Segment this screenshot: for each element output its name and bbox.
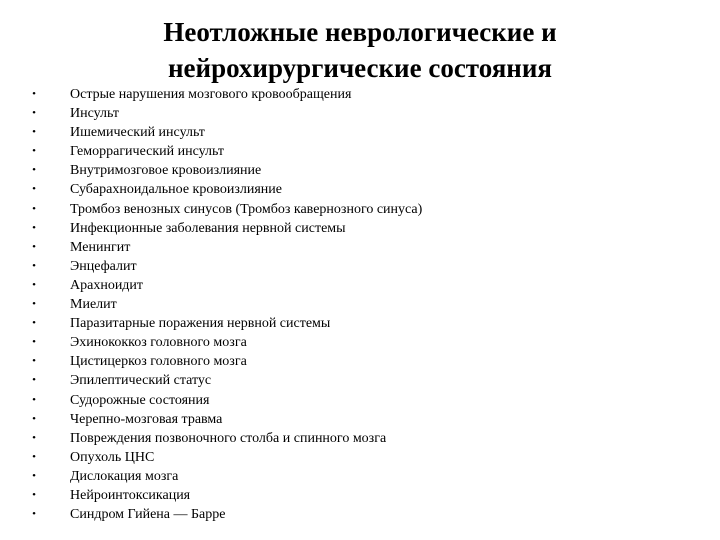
slide-title-line-1: Неотложные неврологические и: [163, 17, 557, 47]
list-item-text: Синдром Гийена — Барре: [70, 507, 226, 523]
bullet-icon: •: [32, 259, 36, 272]
bullet-icon: •: [32, 240, 36, 253]
list-item-text: Опухоль ЦНС: [70, 449, 155, 465]
list-item-text: Менингит: [70, 239, 131, 255]
bullet-icon: •: [32, 508, 36, 521]
list-item-text: Повреждения позвоночного столба и спинного мозга: [70, 430, 387, 446]
bullet-icon: •: [32, 355, 36, 368]
list-item-text: Субарахноидальное кровоизлияние: [70, 182, 283, 198]
bullet-icon: •: [32, 450, 36, 463]
bullet-icon: •: [32, 469, 36, 482]
bullet-icon: •: [32, 298, 36, 311]
bullet-icon: •: [32, 488, 36, 501]
list-item-text: Инсульт: [70, 106, 119, 122]
slide-title-line-2: нейрохирургические состояния: [167, 53, 553, 83]
list-item-text: Ишемический инсульт: [70, 125, 205, 141]
bullet-icon: •: [32, 88, 36, 100]
bullet-icon: •: [32, 221, 36, 234]
list-item-text: Арахноидит: [70, 277, 144, 293]
bullet-icon: •: [32, 107, 36, 120]
bullet-icon: •: [32, 431, 36, 444]
slide-title: [100, 14, 620, 86]
bullet-icon: •: [32, 336, 36, 349]
list-item-text: Цистицеркоз головного мозга: [70, 354, 247, 370]
list-item-text: Внутримозговое кровоизлияние: [70, 163, 262, 179]
list-item-text: Судорожные состояния: [70, 392, 210, 408]
list-item-text: Энцефалит: [70, 258, 137, 274]
bullet-icon: •: [32, 183, 36, 196]
bullet-icon: •: [32, 145, 36, 158]
bullet-icon: •: [32, 164, 36, 177]
bullet-icon: •: [32, 374, 36, 387]
bullet-icon: •: [32, 393, 36, 406]
list-item-text: Инфекционные заболевания нервной системы: [70, 220, 346, 236]
list-item-text: Нейроинтоксикация: [70, 487, 191, 503]
list-item-text: Эхинококкоз головного мозга: [70, 335, 247, 351]
list-item-text: Паразитарные поражения нервной системы: [70, 316, 331, 332]
bullet-icon: •: [32, 126, 36, 139]
list-item-text: Черепно-мозговая травма: [70, 411, 223, 427]
list-item-text: Геморрагический инсульт: [70, 144, 225, 160]
bullet-icon: •: [32, 412, 36, 425]
list-item-text: Эпилептический статус: [70, 373, 212, 389]
bullet-icon: •: [32, 202, 36, 215]
list-item-text: Миелит: [70, 297, 117, 313]
bullet-icon: •: [32, 317, 36, 330]
list-item-text: Дислокация мозга: [70, 468, 179, 484]
bullet-icon: •: [32, 278, 36, 291]
list-item-text: Тромбоз венозных синусов (Тромбоз кавернозного синуса): [70, 201, 423, 217]
list-item-text: Острые нарушения мозгового кровообращения: [70, 87, 352, 102]
